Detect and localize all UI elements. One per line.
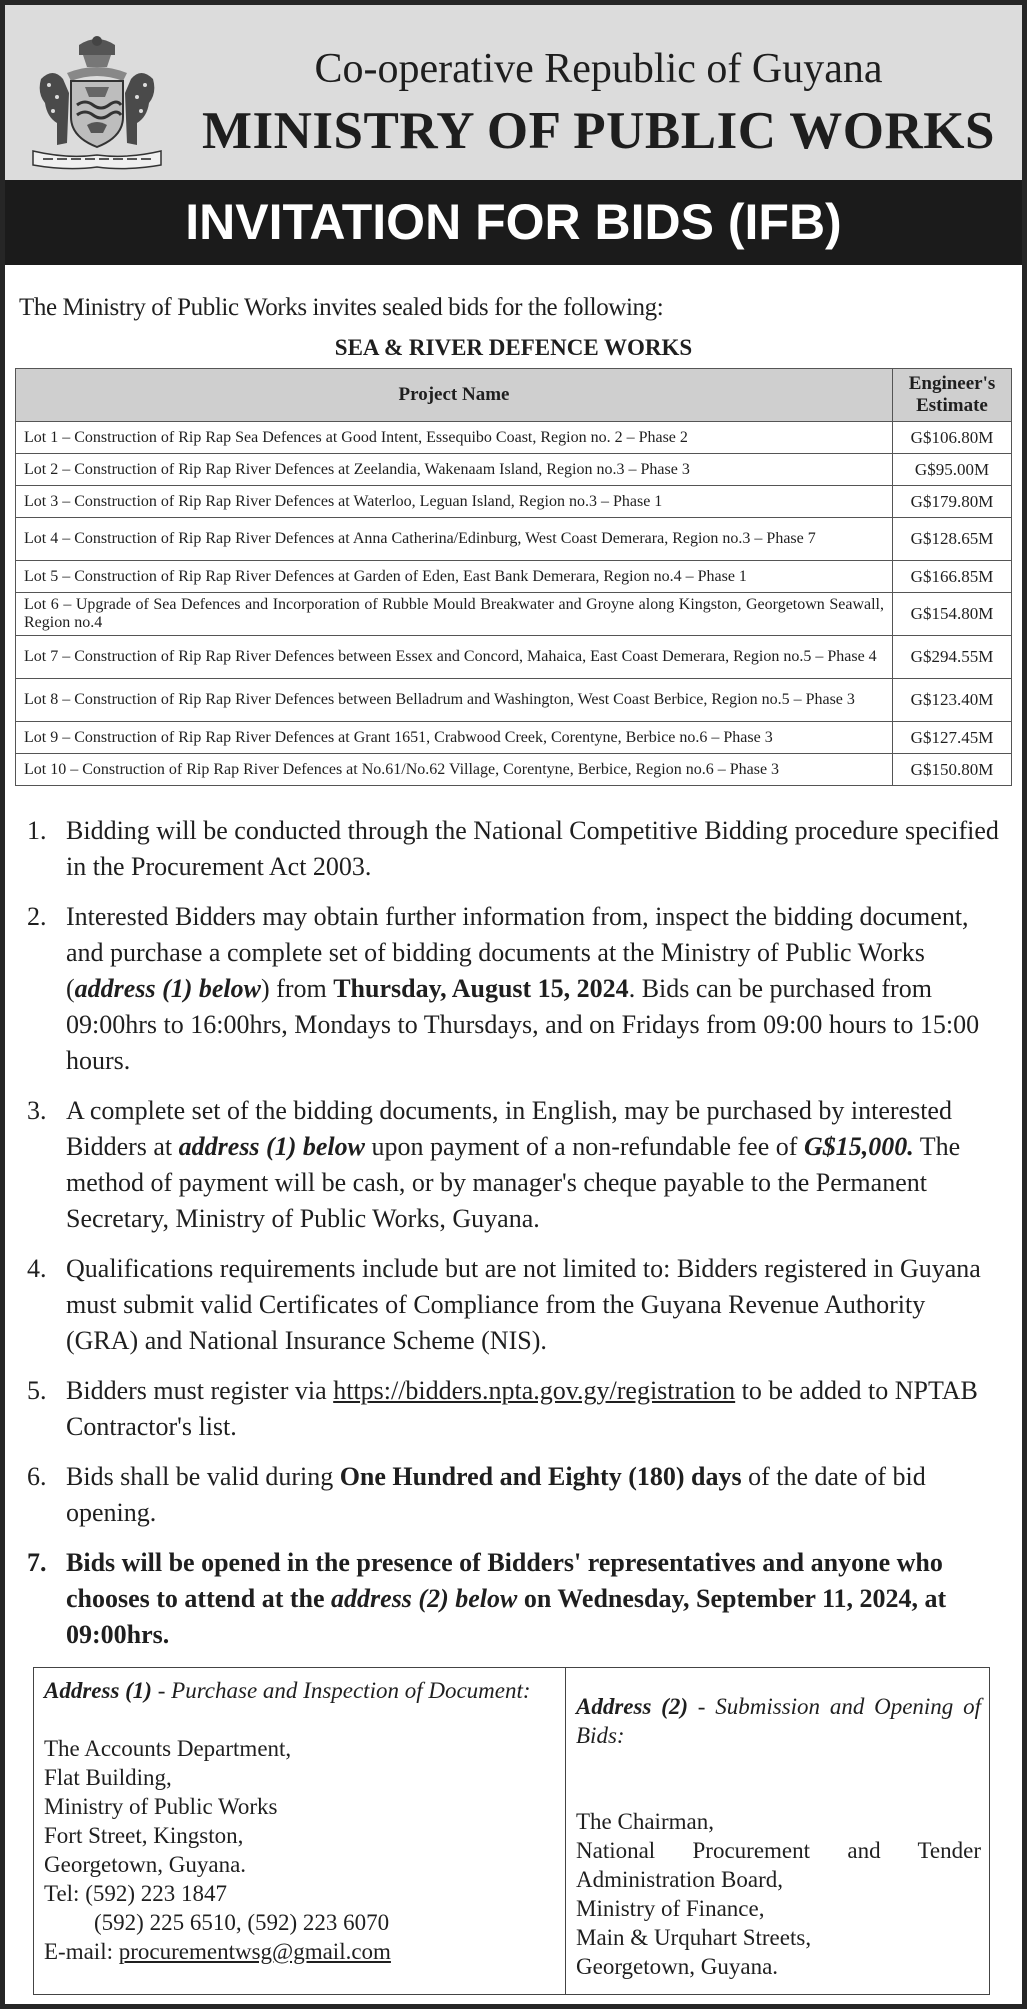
address-line: Georgetown, Guyana.: [576, 1954, 779, 1979]
term-number: 4.: [27, 1254, 47, 1283]
address-line: Ministry of Public Works: [44, 1794, 278, 1819]
term-6: [27, 1459, 1002, 1531]
table-row: [16, 561, 1012, 593]
term-text: The method of payment will be cash, or by manager's cheque payable to the Permanent Secretary, Ministry of Public Works, Guyana.: [66, 1132, 961, 1233]
address-1: [34, 1668, 566, 1994]
engineer-estimate: G$294.55M: [893, 636, 1012, 679]
project-name: Lot 1 – Construction of Rip Rap Sea Defences at Good Intent, Essequibo Coast, Region no. 2 – Phase 2: [16, 422, 893, 454]
telephone-line-2: (592) 225 6510, (592) 223 6070: [94, 1910, 390, 1935]
project-name: Lot 7 – Construction of Rip Rap River Defences between Essex and Concord, Mahaica, East Coast Demerara, Region no.5 – Phase 4: [16, 636, 893, 679]
telephone: (592) 223 1847: [85, 1881, 228, 1906]
term-text: A complete set of the bidding documents, in English, may be purchased by interested Bidders at: [66, 1096, 952, 1161]
table-row: [16, 518, 1012, 561]
term-number: 6.: [27, 1462, 47, 1491]
term-text: Qualifications requirements include but are not limited to: Bidders registered in Guyana must submit valid Certificates of Compliance from the Guyana Revenue Authority (GRA) and National Insurance Scheme (NIS).: [66, 1254, 981, 1355]
term-number: 3.: [27, 1096, 47, 1125]
coat-of-arms-icon: [27, 33, 167, 171]
section-title: SEA & RIVER DEFENCE WORKS: [334, 335, 693, 360]
header: [5, 5, 1022, 180]
address-1-purpose: - Purchase and Inspection of Document:: [151, 1678, 531, 1703]
terms-list: [27, 813, 1002, 1667]
email-link[interactable]: procurementwsg@gmail.com: [118, 1939, 391, 1964]
address-line: Georgetown, Guyana.: [44, 1852, 247, 1877]
term-text: of the date of bid opening.: [66, 1462, 926, 1527]
term-4: [27, 1251, 1002, 1359]
title-banner: INVITATION FOR BIDS (IFB): [5, 180, 1022, 265]
term-7: [27, 1545, 1002, 1653]
address-line: Fort Street, Kingston,: [44, 1823, 244, 1848]
engineer-estimate: G$106.80M: [893, 422, 1012, 454]
address-1-heading: [44, 1676, 557, 1705]
term-text: Bids shall be valid during: [66, 1462, 340, 1491]
table-row: [16, 679, 1012, 722]
engineer-estimate: G$166.85M: [893, 561, 1012, 593]
email-label: E-mail:: [44, 1939, 119, 1964]
address-reference: address (2) below: [331, 1584, 518, 1613]
estimate-header: Engineer's Estimate: [893, 369, 1012, 422]
address-line: The Accounts Department,: [44, 1736, 292, 1761]
engineer-estimate: G$150.80M: [893, 754, 1012, 786]
address-2-lines: [576, 1807, 981, 1981]
telephone-line: [44, 1879, 557, 1908]
term-text: ) from: [261, 974, 334, 1003]
engineer-estimate: G$154.80M: [893, 593, 1012, 636]
engineer-estimate: G$128.65M: [893, 518, 1012, 561]
address-line: Ministry of Finance,: [576, 1896, 765, 1921]
lots-table: [15, 368, 1012, 786]
email-line: [44, 1937, 557, 1966]
table-row: [16, 422, 1012, 454]
project-name: Lot 4 – Construction of Rip Rap River Defences at Anna Catherina/Edinburg, West Coast Demerara, Region no.3 – Phase 7: [16, 518, 893, 561]
tel-label: Tel:: [44, 1881, 86, 1906]
engineer-estimate: G$127.45M: [893, 722, 1012, 754]
term-number: 2.: [27, 902, 47, 931]
project-name-header: Project Name: [16, 369, 893, 422]
address-line: Flat Building,: [44, 1765, 172, 1790]
project-name: Lot 8 – Construction of Rip Rap River Defences between Belladrum and Washington, West Coast Berbice, Region no.5 – Phase 3: [16, 679, 893, 722]
project-name: Lot 2 – Construction of Rip Rap River Defences at Zeelandia, Wakenaam Island, Region no.3 – Phase 3: [16, 454, 893, 486]
address-2-label: Address (2): [576, 1694, 689, 1719]
bid-fee: G$15,000.: [803, 1132, 914, 1161]
project-name: Lot 5 – Construction of Rip Rap River Defences at Garden of Eden, East Bank Demerara, Region no.4 – Phase 1: [16, 561, 893, 593]
address-reference: address (1) below: [74, 974, 261, 1003]
address-2-heading: [576, 1692, 981, 1750]
address-reference: address (1) below: [178, 1132, 365, 1161]
address-2-purpose: - Submission and Opening of Bids:: [576, 1694, 981, 1748]
term-text: . Bids can be purchased from 09:00hrs to 16:00hrs, Mondays to Thursdays, and on Fridays from 09:00 hours to 15:00 hours.: [66, 974, 980, 1075]
ministry-name: MINISTRY OF PUBLIC WORKS: [202, 102, 995, 160]
addresses-box: [33, 1667, 990, 1995]
term-5: [27, 1373, 1002, 1445]
address-1-lines: [44, 1734, 557, 1966]
term-2: [27, 899, 1002, 1079]
table-row: [16, 486, 1012, 518]
engineer-estimate: G$95.00M: [893, 454, 1012, 486]
term-text: Interested Bidders may obtain further information from, inspect the bidding document, and purchase a complete set of bidding documents at the Ministry of Public Works (: [66, 902, 969, 1003]
table-row: [16, 722, 1012, 754]
country-name: Co-operative Republic of Guyana: [314, 46, 883, 92]
address-1-label: Address (1): [44, 1678, 152, 1703]
table-row: [16, 593, 1012, 636]
address-line: National Procurement and Tender Administration Board,: [576, 1838, 981, 1892]
term-text: to be added to NPTAB Contractor's list.: [66, 1376, 978, 1441]
project-name: Lot 10 – Construction of Rip Rap River Defences at No.61/No.62 Village, Corentyne, Berbice, Region no.6 – Phase 3: [16, 754, 893, 786]
project-name: Lot 3 – Construction of Rip Rap River Defences at Waterloo, Leguan Island, Region no.3 – Phase 1: [16, 486, 893, 518]
table-row: [16, 636, 1012, 679]
term-text: upon payment of a non-refundable fee of: [364, 1132, 804, 1161]
term-text: Bidders must register via: [66, 1376, 334, 1405]
table-row: [16, 754, 1012, 786]
term-text: on Wednesday, September 11, 2024, at 09:00hrs.: [66, 1584, 947, 1649]
intro-text: The Ministry of Public Works invites sealed bids for the following:: [19, 294, 664, 321]
term-1: [27, 813, 1002, 885]
project-name: Lot 6 – Upgrade of Sea Defences and Incorporation of Rubble Mould Breakwater and Groyne along Kingston, Georgetown Seawall, Region no.4: [16, 593, 893, 636]
term-text: Bidding will be conducted through the National Competitive Bidding procedure specified in the Procurement Act 2003.: [66, 816, 999, 881]
term-3: [27, 1093, 1002, 1237]
term-text: Bids will be opened in the presence of Bidders' representatives and anyone who chooses to attend at the: [66, 1548, 943, 1613]
address-line: The Chairman,: [576, 1809, 714, 1834]
engineer-estimate: G$123.40M: [893, 679, 1012, 722]
engineer-estimate: G$179.80M: [893, 486, 1012, 518]
project-name: Lot 9 – Construction of Rip Rap River Defences at Grant 1651, Crabwood Creek, Corentyne, Berbice no.6 – Phase 3: [16, 722, 893, 754]
address-2: [566, 1668, 989, 1994]
table-row: [16, 454, 1012, 486]
address-line: Main & Urquhart Streets,: [576, 1925, 812, 1950]
registration-link[interactable]: https://bidders.npta.gov.gy/registration: [333, 1376, 736, 1405]
term-number: 5.: [27, 1376, 47, 1405]
term-number: 7.: [27, 1548, 47, 1577]
validity-period: One Hundred and Eighty (180) days: [339, 1462, 742, 1491]
term-number: 1.: [27, 816, 47, 845]
purchase-start-date: Thursday, August 15, 2024: [333, 974, 629, 1003]
